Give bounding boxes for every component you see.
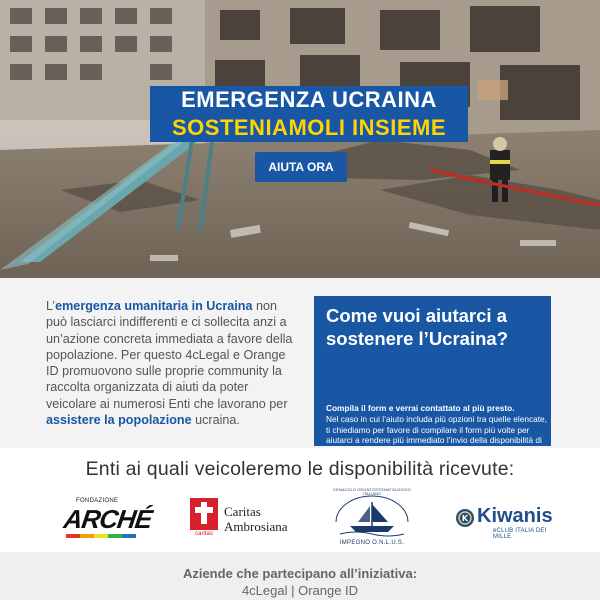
middle-section	[0, 278, 600, 448]
svg-text:K: K	[461, 514, 469, 523]
intro-highlight-assist: assistere la popolazione	[46, 413, 192, 428]
kiwanis-logo	[455, 506, 559, 538]
hero-banner	[0, 0, 600, 278]
footer	[0, 552, 600, 600]
partners-title: Enti ai quali veicoleremo le disponibilità ricevute:	[85, 458, 515, 480]
hero-title-box	[150, 86, 468, 142]
intro-paragraph	[46, 298, 296, 428]
footer-title: Aziende che partecipano all’iniziativa:	[182, 566, 418, 581]
partners-section	[0, 448, 600, 552]
intro-text-3: ucraina.	[191, 413, 240, 428]
caritas-name-line2: Ambrosiana	[224, 519, 288, 534]
kiwanis-emblem-icon	[455, 508, 475, 528]
odonto-arc-text: CENACOLO ODONTOSTOMATOLOGICO ITALIANO	[333, 488, 411, 496]
arche-logo	[61, 498, 154, 540]
intro-text-1: L’	[46, 299, 56, 313]
intro-text-2: non può lasciarci indifferenti e ci sollecita anzi a un’azione concreta immediata a favore della popolazione. Per questo 4cLegal e Orange ID promuovono sulle proprie community la raccolta organizzata di aiuti da poter veicolare ai numerosi Enti che lavorano per	[46, 299, 293, 411]
kiwanis-sub: eCLUB ITALIA DEI MILLE	[493, 528, 547, 540]
odonto-bottom-text: IMPEGNO O.N.L.U.S.	[339, 540, 405, 546]
help-now-button[interactable]: AIUTA ORA	[255, 152, 347, 182]
ship-emblem-icon	[326, 492, 418, 538]
arche-logo-name: ARCHÉ	[61, 504, 154, 534]
form-heading: Come vuoi aiutarci a sostenere l’Ucraina?	[326, 305, 508, 349]
caritas-small-label: caritas	[195, 531, 213, 537]
footer-companies: 4cLegal | Orange ID	[241, 583, 359, 598]
kiwanis-name: Kiwanis	[477, 505, 553, 527]
hero-title-line2: SOSTENIAMOLI INSIEME	[150, 114, 468, 142]
arche-color-stripe	[62, 532, 146, 542]
impegno-onlus-logo	[326, 488, 418, 548]
form-body-text: Nel caso in cui l’aiuto includa più opzioni tra quelle elencate, ti chiediamo per favore di compilare il form più volte per aiutarci a rendere più immediato l’invio della disponibilità di	[326, 414, 547, 445]
intro-highlight-emergency: emergenza umanitaria in Ucraina	[55, 299, 253, 313]
caritas-logo	[190, 498, 290, 542]
arche-logo-top: FONDAZIONE	[76, 498, 119, 504]
form-callout[interactable]	[314, 296, 551, 446]
form-subheading: Compila il form e verrai contattato al più presto.	[326, 403, 515, 413]
caritas-name-line1: Caritas	[224, 504, 261, 519]
hero-title-line1: EMERGENZA UCRAINA	[150, 86, 468, 114]
